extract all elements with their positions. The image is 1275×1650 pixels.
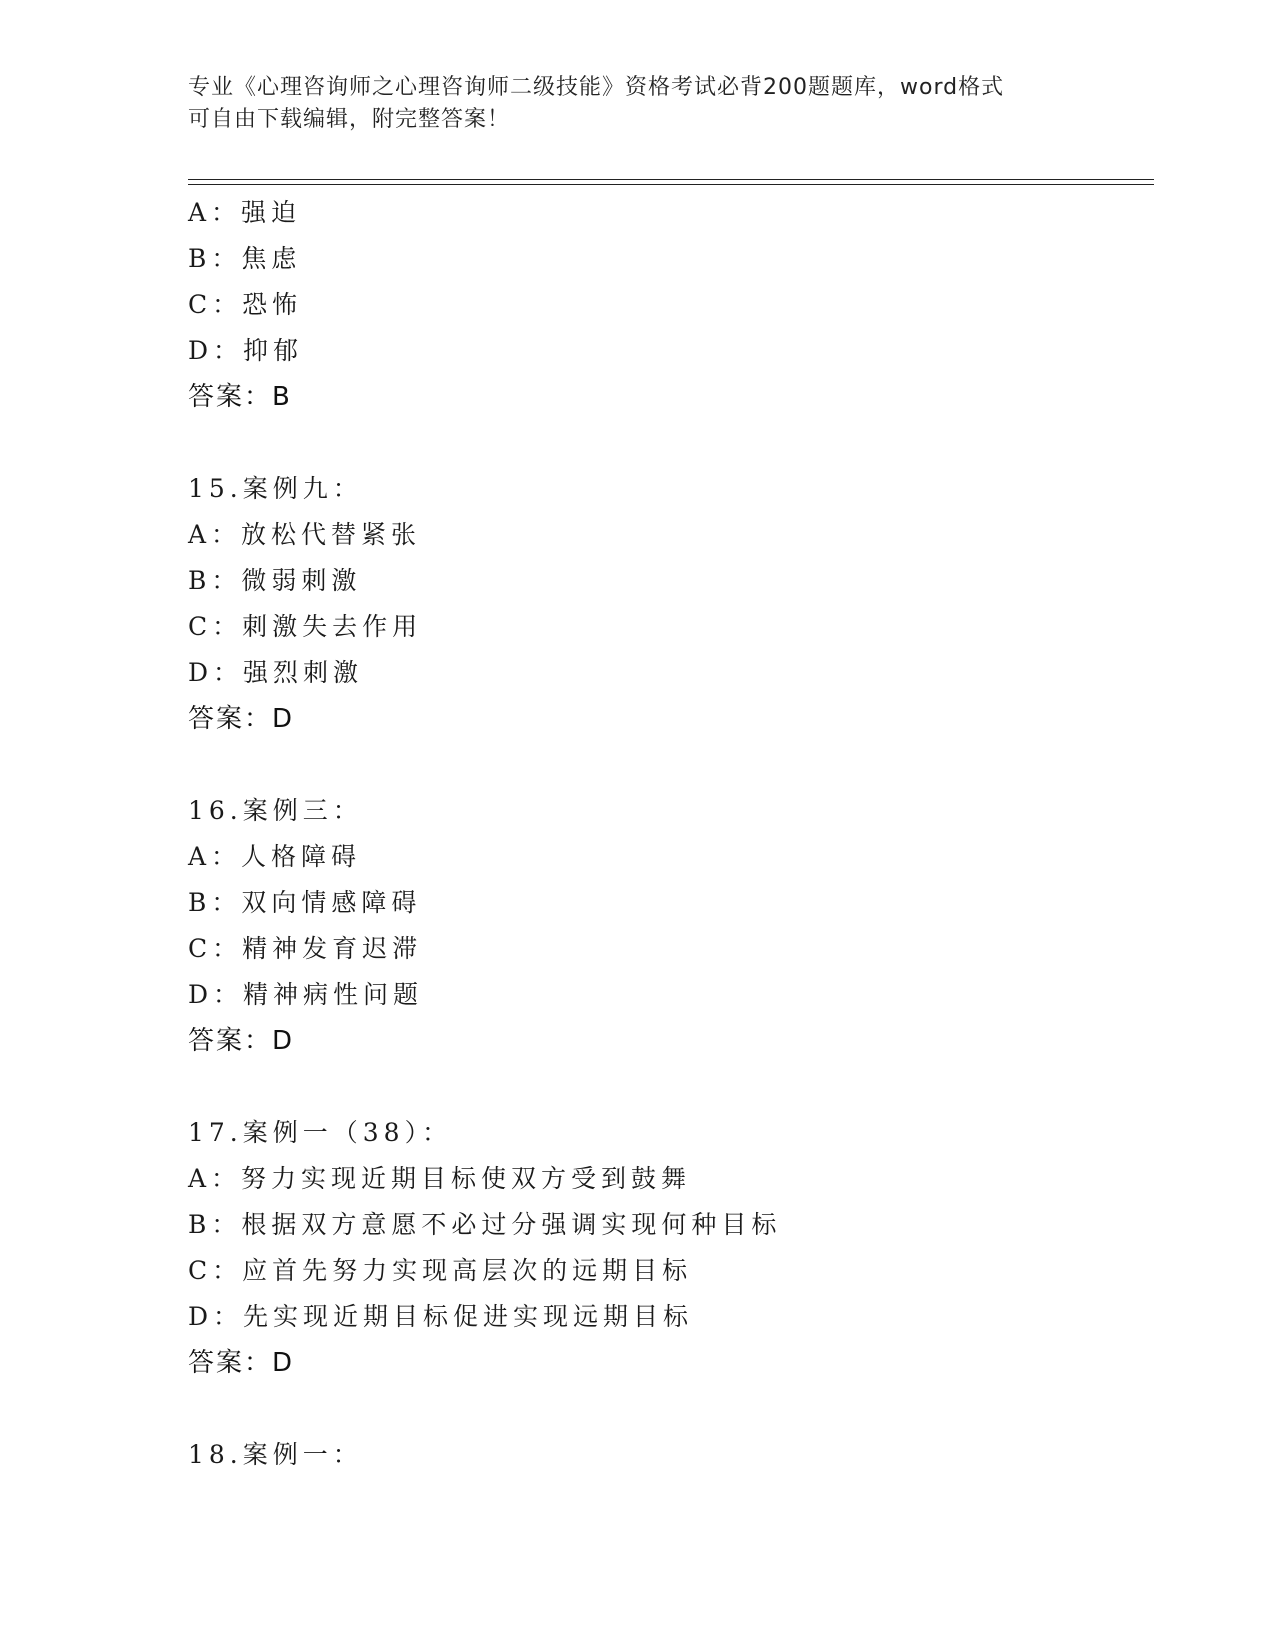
question-block-14: [188, 190, 1168, 420]
option-b: B：焦虑: [188, 244, 302, 273]
header-divider-top: [188, 179, 1154, 180]
option-d: D：强烈刺激: [188, 658, 364, 687]
question-title: 15.案例九：: [188, 474, 363, 503]
answer: 答案：D: [188, 1348, 295, 1378]
option-d: D：精神病性问题: [188, 980, 424, 1009]
option-a: A：人格障碍: [188, 842, 362, 871]
question-title: 17.案例一（38）：: [188, 1118, 453, 1147]
question-block-16: [188, 788, 1168, 1064]
option-a: A：强迫: [188, 198, 302, 227]
option-b: B：微弱刺激: [188, 566, 362, 595]
question-title: 18.案例一：: [188, 1440, 363, 1469]
answer: 答案：D: [188, 704, 295, 734]
option-c: C：应首先努力实现高层次的远期目标: [188, 1256, 693, 1285]
question-title: 16.案例三：: [188, 796, 363, 825]
header-line-1: 专业《心理咨询师之心理咨询师二级技能》资格考试必背200题题库，word格式: [188, 75, 1005, 100]
option-d: D：先实现近期目标促进实现远期目标: [188, 1302, 694, 1331]
option-b: B：根据双方意愿不必过分强调实现何种目标: [188, 1210, 782, 1239]
option-a: A：努力实现近期目标使双方受到鼓舞: [188, 1164, 692, 1193]
option-c: C：刺激失去作用: [188, 612, 423, 641]
question-list: [188, 190, 1168, 1478]
option-a: A：放松代替紧张: [188, 520, 422, 549]
option-d: D：抑郁: [188, 336, 304, 365]
question-block-15: [188, 466, 1168, 742]
answer: 答案：B: [188, 382, 292, 412]
question-block-17: [188, 1110, 1168, 1386]
option-b: B：双向情感障碍: [188, 888, 422, 917]
option-c: C：恐怖: [188, 290, 303, 319]
question-block-18: [188, 1432, 1168, 1478]
document-header: [188, 72, 1088, 136]
header-divider-bottom: [188, 184, 1154, 185]
answer: 答案：D: [188, 1026, 295, 1056]
option-c: C：精神发育迟滞: [188, 934, 423, 963]
header-line-2: 可自由下载编辑，附完整答案！: [188, 107, 511, 132]
